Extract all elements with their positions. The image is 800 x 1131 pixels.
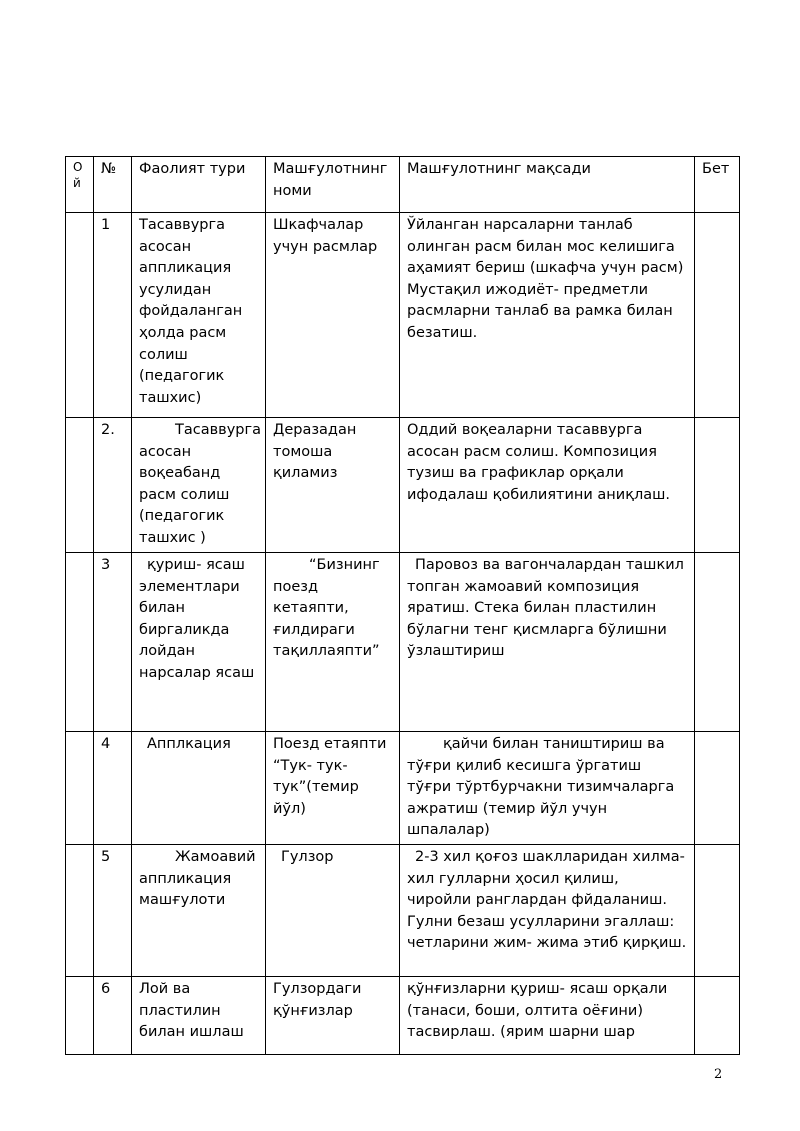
header-lesson-name: Машғулотнинг номи [266, 157, 400, 213]
lesson-name-cell: “Бизнинг поезд кетаяпти, ғилдираги тақиллаяпти” [266, 553, 400, 732]
page-cell [695, 418, 740, 553]
activity-cell: Жамоавий аппликация машғулоти [132, 844, 266, 976]
table-row [66, 976, 740, 1054]
page-cell [695, 553, 740, 732]
lesson-goal-cell: Паровоз ва вагончалардан ташкил топган жамоавий композиция яратиш. Стека билан пластилин бўлагни тенг қисмларга бўлишни ўзлаштириш [400, 553, 695, 732]
activity-cell: Тасаввурга асосан воқеабанд расм солиш (педагогик ташхис ) [132, 418, 266, 553]
table-row [66, 844, 740, 976]
table-header-row [66, 157, 740, 213]
page-cell [695, 732, 740, 845]
row-number: 1 [94, 213, 132, 418]
lesson-goal-cell: Оддий воқеаларни тасаввурга асосан расм солиш. Композиция тузиш ва графиклар орқали ифодалаш қобилиятини аниқлаш. [400, 418, 695, 553]
lesson-name-cell: Гулзор [266, 844, 400, 976]
table-row [66, 213, 740, 418]
row-number: 2. [94, 418, 132, 553]
page-cell [695, 213, 740, 418]
month-cell [66, 976, 94, 1054]
row-number: 5 [94, 844, 132, 976]
activity-cell: Лой ва пластилин билан ишлаш [132, 976, 266, 1054]
header-page: Бет [695, 157, 740, 213]
page-cell [695, 976, 740, 1054]
lesson-name-cell: Гулзордаги қўнғизлар [266, 976, 400, 1054]
lesson-goal-cell: қўнғизларни қуриш- ясаш орқали (танаси, боши, олтита оёғини) тасвирлаш. (ярим шарни шар [400, 976, 695, 1054]
table-row [66, 553, 740, 732]
month-cell [66, 418, 94, 553]
lesson-name-cell: Деразадан томоша қиламиз [266, 418, 400, 553]
lesson-goal-cell: қайчи билан таништириш ва тўғри қилиб кесишга ўргатиш тўғри тўртбурчакни тизимчаларга ажратиш (темир йўл учун шпалалар) [400, 732, 695, 845]
month-cell [66, 732, 94, 845]
page-number: 2 [714, 1067, 723, 1082]
month-cell [66, 213, 94, 418]
activity-cell: Апплкация [132, 732, 266, 845]
row-number: 6 [94, 976, 132, 1054]
header-number: № [94, 157, 132, 213]
table-row [66, 418, 740, 553]
activity-cell: қуриш- ясаш элементлари билан биргаликда лойдан нарсалар ясаш [132, 553, 266, 732]
lesson-name-cell: Поезд етаяпти “Тук- тук- тук”(темир йўл) [266, 732, 400, 845]
lesson-goal-cell: 2-3 хил қоғоз шаклларидан хилма- хил гулларни ҳосил қилиш, чиройли ранглардан фйдаланиш. Гулни безаш усулларини эгаллаш: четларини жим- жима этиб қирқиш. [400, 844, 695, 976]
row-number: 4 [94, 732, 132, 845]
header-lesson-goal: Машғулотнинг мақсади [400, 157, 695, 213]
lesson-goal-cell: Ўйланган нарсаларни танлаб олинган расм билан мос келишига аҳамият бериш (шкафча учун расм) Мустақил ижодиёт- предметли расмларни танлаб ва рамка билан безатиш. [400, 213, 695, 418]
lesson-name-cell: Шкафчалар учун расмлар [266, 213, 400, 418]
header-month: О й [66, 157, 94, 213]
page-cell [695, 844, 740, 976]
month-cell [66, 553, 94, 732]
month-cell [66, 844, 94, 976]
row-number: 3 [94, 553, 132, 732]
table-row [66, 732, 740, 845]
header-activity-type: Фаолият тури [132, 157, 266, 213]
activity-cell: Тасаввурга асосан аппликация усулидан фойдаланган ҳолда расм солиш (педагогик ташхис) [132, 213, 266, 418]
lesson-plan-table [65, 156, 740, 1055]
